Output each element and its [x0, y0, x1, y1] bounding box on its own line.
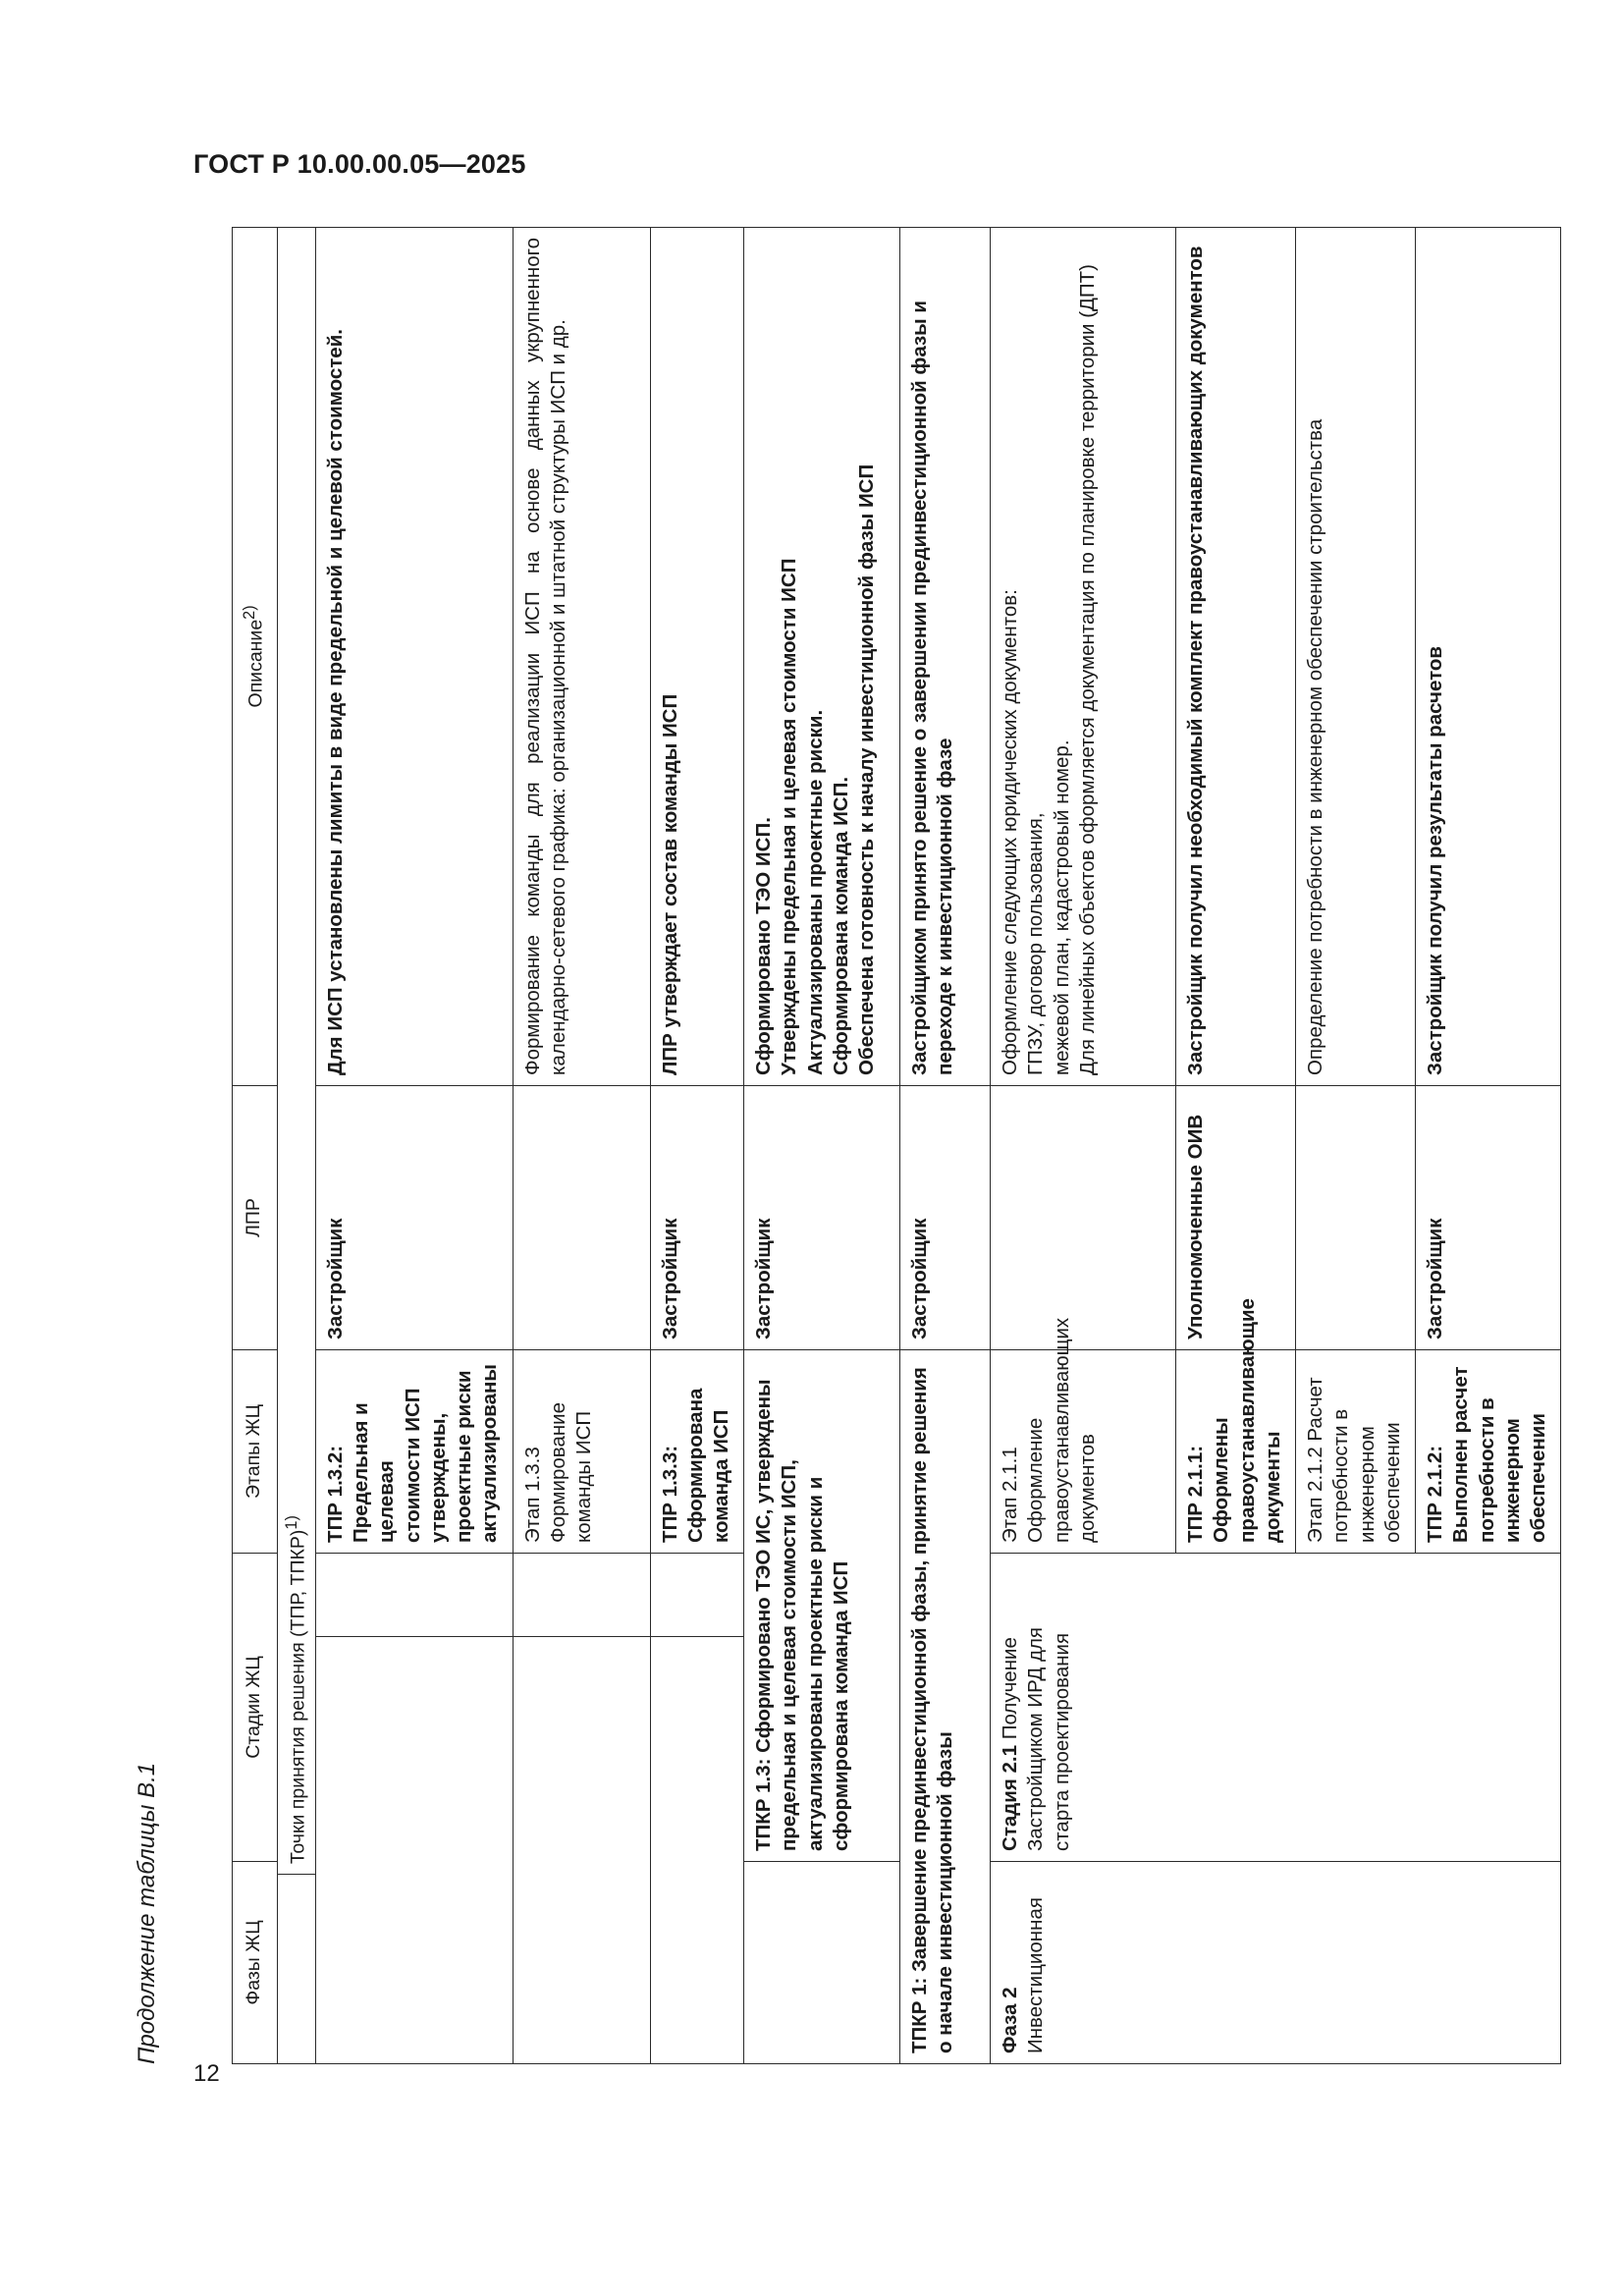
description-cell: Формирование команды для реализации ИСП на основе данных укрупненного календарно-сетевого графика: организационной и штатной структуры ИСП и др. — [513, 227, 650, 1085]
lifecycle-table — [232, 227, 1561, 2064]
stage-cell: Стадия 2.1 Получение Застройщиком ИРД для старта проектирования — [991, 1553, 1561, 1861]
step-cell: ТПР 2.1.2: Выполнен расчет потребности в инженерном обеспечении — [1416, 1349, 1561, 1553]
lpr-cell: Застройщик — [744, 1085, 900, 1349]
description-line: Актуализированы проектные риски. — [803, 709, 827, 1075]
header-row — [233, 227, 278, 2063]
col-header-lpr: ЛПР — [233, 1085, 278, 1349]
step-cell: Этап 1.3.3 Формирование команды ИСП — [513, 1349, 650, 1553]
empty-cell — [513, 1553, 650, 1636]
description-line: Обеспечена готовность к началу инвестиционной фазы ИСП — [855, 464, 879, 1075]
table-caption: Продолжение таблицы В.1 — [134, 1762, 160, 2064]
empty-cell — [650, 1553, 744, 1636]
lpr-cell: Застройщик — [1416, 1085, 1561, 1349]
description-cell: Застройщиком принято решение о завершении прединвестиционной фазы и переходе к инвестиционной фазе — [900, 227, 991, 1085]
phase-name: Инвестиционная — [1024, 1897, 1048, 2053]
lpr-cell: Застройщик — [315, 1085, 513, 1349]
col-header-steps: Этапы ЖЦ — [233, 1349, 278, 1553]
table-row — [900, 227, 991, 2063]
col-header-phases: Фазы ЖЦ — [233, 1861, 278, 2063]
empty-cell — [513, 1875, 650, 2064]
description-cell — [744, 227, 900, 1085]
step-cell: ТПР 1.3.3: Сформирована команда ИСП — [650, 1349, 744, 1553]
description-cell: Для ИСП установлены лимиты в виде предельной и целевой стоимостей. — [315, 227, 513, 1085]
description-line: Для линейных объектов оформляется документация по планировке территории (ДПТ) — [1075, 264, 1099, 1075]
table-row — [991, 227, 1176, 2063]
subheader-row — [278, 227, 315, 2063]
empty-cell — [513, 1636, 650, 1874]
tpkr-1-3-cell: ТПКР 1.3: Сформировано ТЭО ИС, утверждены предельная и целевая стоимости ИСП, актуализированы проектные риски и сформирована команда ИСП — [744, 1349, 900, 1861]
empty-cell — [650, 1636, 744, 1874]
step-cell: ТПР 1.3.2: Предельная и целевая стоимости ИСП утверждены, проектные риски актуализированы — [315, 1349, 513, 1553]
tpkr-1-cell: ТПКР 1: Завершение прединвестиционной фазы, принятие решения о начале инвестиционной фазы — [900, 1349, 991, 2063]
col-header-description: Описание$^{2)}$ — [233, 227, 278, 1085]
step-cell: ТПР 2.1.1: Оформлены правоустанавливающие документы — [1176, 1349, 1296, 1553]
col-header-stages: Стадии ЖЦ — [233, 1553, 278, 1861]
description-line: межевой план, кадастровый номер. — [1050, 739, 1073, 1075]
table-row — [315, 227, 513, 2063]
table-row — [744, 227, 900, 2063]
description-line: ГПЗУ, договор пользования, — [1024, 812, 1048, 1075]
description-cell: Застройщик получил результаты расчетов — [1416, 227, 1561, 1085]
page-number: 12 — [193, 2060, 220, 2087]
phase-number: Фаза 2 — [999, 1987, 1022, 2053]
description-line: Сформирована команда ИСП. — [829, 776, 852, 1075]
lpr-cell — [513, 1085, 650, 1349]
table-row — [513, 227, 650, 2063]
empty-cell — [650, 1875, 744, 2064]
empty-cell — [278, 1875, 315, 2064]
table-row — [650, 227, 744, 2063]
description-cell: Застройщик получил необходимый комплект правоустанавливающих документов — [1176, 227, 1296, 1085]
lpr-cell — [991, 1085, 1176, 1349]
decision-points-header: Точки принятия решения (ТПР, ТПКР)$^{1)}$ — [278, 227, 315, 1874]
empty-cell — [744, 1875, 900, 2064]
step-cell: Этап 2.1.1 Оформление правоустанавливающих документов — [991, 1349, 1176, 1553]
phase-cell — [991, 1861, 1561, 2063]
empty-cell — [315, 1875, 513, 2064]
lpr-cell: Застройщик — [900, 1085, 991, 1349]
empty-cell — [315, 1636, 513, 1874]
document-header: ГОСТ Р 10.00.00.05—2025 — [193, 149, 526, 179]
description-cell: ЛПР утверждает состав команды ИСП — [650, 227, 744, 1085]
lpr-cell: Уполномоченные ОИВ — [1176, 1085, 1296, 1349]
lpr-cell — [1296, 1085, 1416, 1349]
rotated-table-block — [134, 228, 1550, 2064]
description-cell: Определение потребности в инженерном обеспечении строительства — [1296, 227, 1416, 1085]
description-line: Сформировано ТЭО ИСП. — [752, 817, 776, 1075]
empty-cell — [315, 1553, 513, 1636]
lpr-cell: Застройщик — [650, 1085, 744, 1349]
empty-cell — [744, 1861, 900, 1874]
step-cell: Этап 2.1.2 Расчет потребности в инженерном обеспечении — [1296, 1349, 1416, 1553]
description-line: Утверждены предельная и целевая стоимости ИСП — [778, 558, 801, 1075]
description-line: Оформление следующих юридических документов: — [999, 589, 1022, 1075]
description-cell — [991, 227, 1176, 1085]
